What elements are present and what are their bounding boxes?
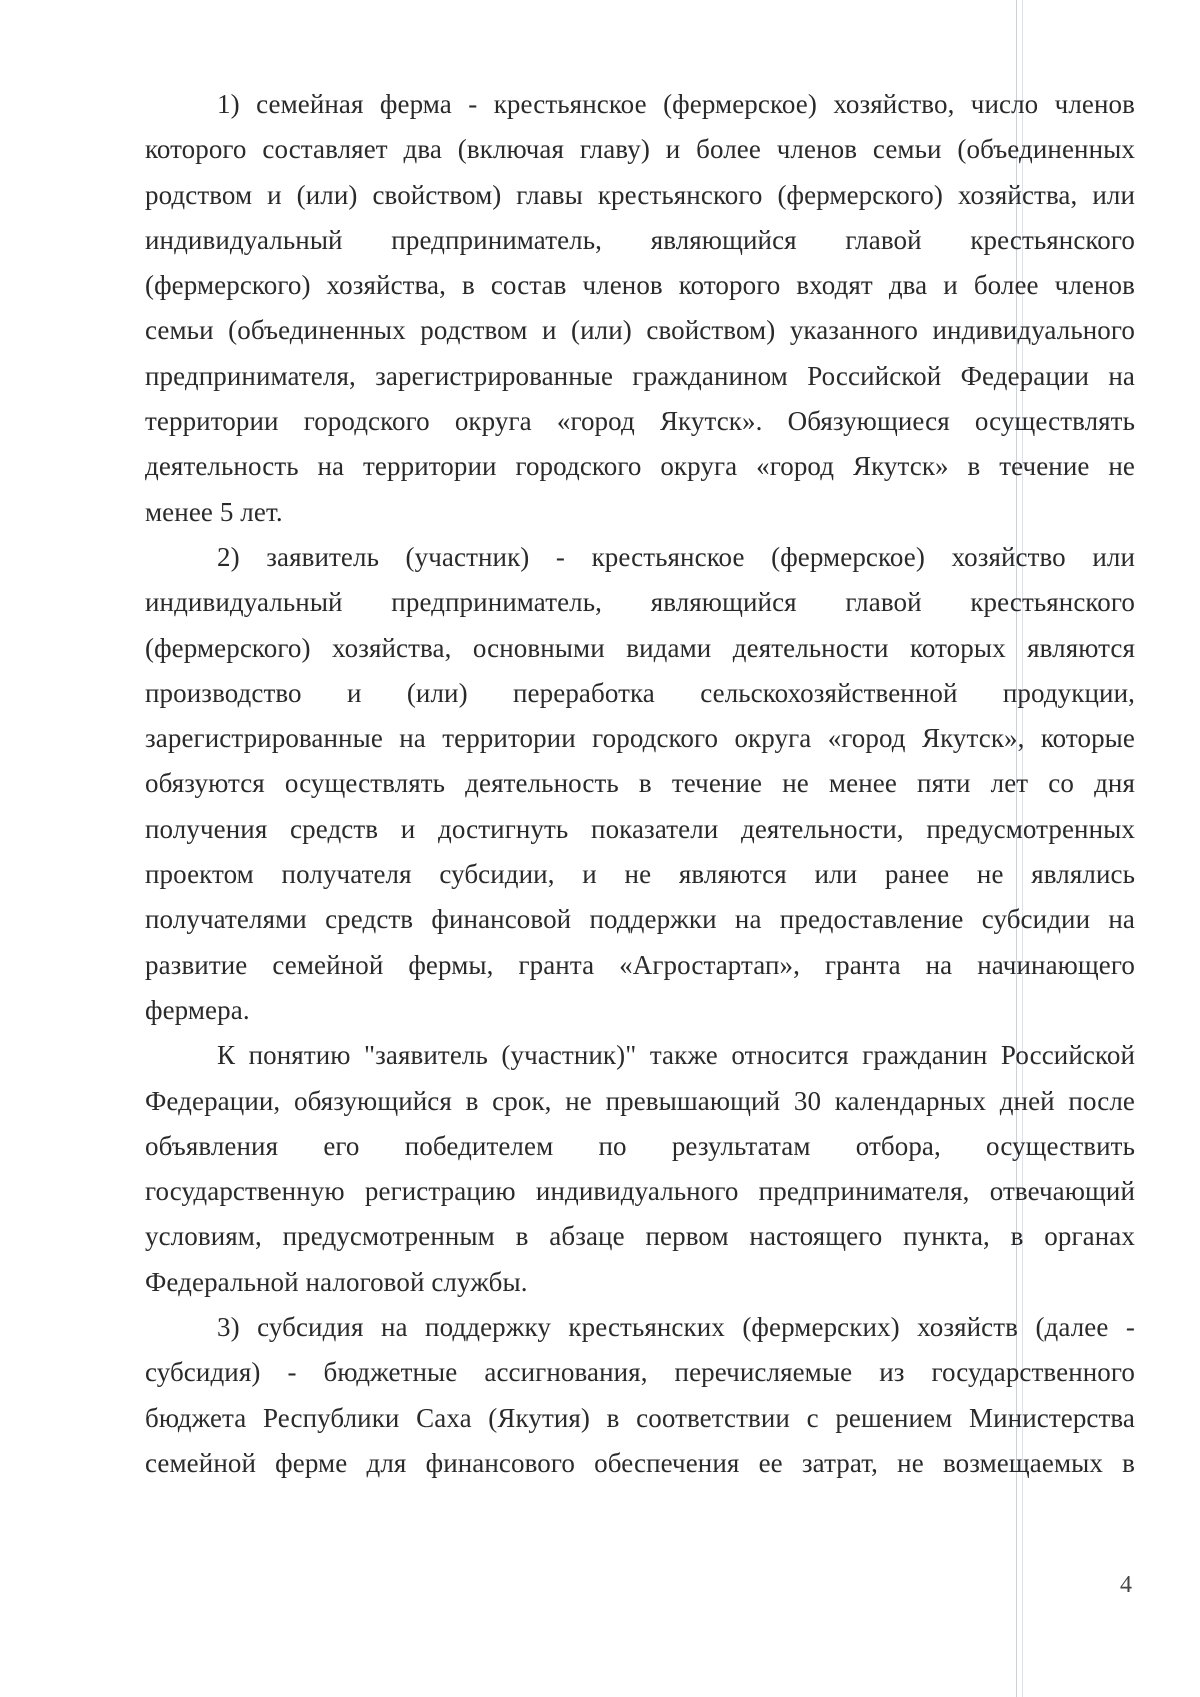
- paragraph-family-farm: [145, 82, 1135, 535]
- text-line: проектом получателя субсидии, и не являются или ранее не являлись: [145, 859, 1135, 890]
- text-line: государственную регистрацию индивидуального предпринимателя, отвечающий: [145, 1176, 1135, 1207]
- document-page: [145, 82, 1135, 1486]
- text-line: производство и (или) переработка сельскохозяйственной продукции,: [145, 677, 1135, 708]
- text-line: которого составляет два (включая главу) и более членов семьи (объединенных: [145, 134, 1135, 165]
- text-line: 3) субсидия на поддержку крестьянских (фермерских) хозяйств (далее -: [217, 1312, 1135, 1343]
- text-line: развитие семейной фермы, гранта «Агростартап», гранта на начинающего: [145, 949, 1135, 980]
- text-line: территории городского округа «город Якутск». Обязующиеся осуществлять: [145, 406, 1135, 437]
- page-number: 4: [1120, 1572, 1132, 1598]
- text-line: 2) заявитель (участник) - крестьянское (фермерское) хозяйство или: [217, 541, 1135, 572]
- text-line: обязуются осуществлять деятельность в течение не менее пяти лет со дня: [145, 768, 1135, 799]
- text-line: индивидуальный предприниматель, являющийся главой крестьянского: [145, 224, 1135, 255]
- text-line: бюджета Республики Саха (Якутия) в соответствии с решением Министерства: [145, 1402, 1135, 1433]
- text-line: объявления его победителем по результатам отбора, осуществить: [145, 1130, 1135, 1161]
- text-line: 1) семейная ферма - крестьянское (фермерское) хозяйство, число членов: [217, 89, 1135, 119]
- text-line: Федерации, обязующийся в срок, не превышающий 30 календарных дней после: [145, 1085, 1135, 1116]
- text-line: деятельность на территории городского округа «город Якутск» в течение не: [145, 451, 1135, 482]
- text-line: субсидия) - бюджетные ассигнования, перечисляемые из государственного: [145, 1357, 1135, 1388]
- text-line: семейной ферме для финансового обеспечения ее затрат, не возмещаемых в: [145, 1447, 1135, 1478]
- text-line: предпринимателя, зарегистрированные гражданином Российской Федерации на: [145, 360, 1135, 391]
- text-line: Федеральной налоговой службы.: [145, 1266, 528, 1297]
- paragraph-applicant-citizen: [145, 1033, 1135, 1305]
- text-line: (фермерского) хозяйства, основными видами деятельности которых являются: [145, 632, 1135, 663]
- text-line: индивидуальный предприниматель, являющийся главой крестьянского: [145, 587, 1135, 618]
- paragraph-applicant: [145, 535, 1135, 1033]
- text-line: (фермерского) хозяйства, в состав членов которого входят два и более членов: [145, 270, 1135, 301]
- text-line: семьи (объединенных родством и (или) свойством) указанного индивидуального: [145, 315, 1135, 346]
- paragraph-subsidy: [145, 1305, 1135, 1486]
- text-line: родством и (или) свойством) главы крестьянского (фермерского) хозяйства, или: [145, 179, 1135, 210]
- text-line: К понятию "заявитель (участник)" также относится гражданин Российской: [217, 1040, 1135, 1071]
- text-line: зарегистрированные на территории городского округа «город Якутск», которые: [145, 723, 1135, 754]
- text-line: получения средств и достигнуть показатели деятельности, предусмотренных: [145, 813, 1135, 844]
- text-line: фермера.: [145, 994, 250, 1025]
- text-line: получателями средств финансовой поддержки на предоставление субсидии на: [145, 904, 1135, 935]
- text-line: условиям, предусмотренным в абзаце первом настоящего пункта, в органах: [145, 1221, 1135, 1252]
- text-line: менее 5 лет.: [145, 496, 283, 527]
